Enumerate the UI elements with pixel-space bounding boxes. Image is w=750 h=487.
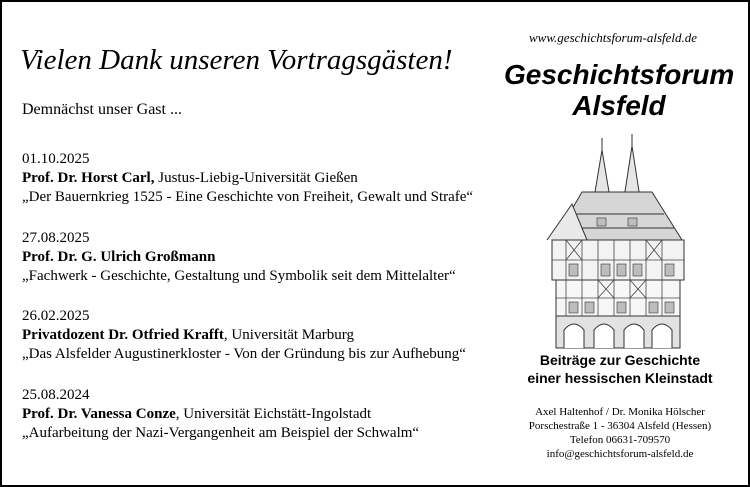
- tagline-line2: einer hessischen Kleinstadt: [527, 370, 713, 386]
- event-speaker: Prof. Dr. Vanessa Conze: [22, 406, 176, 422]
- contact-email[interactable]: info@geschichtsforum-alsfeld.de: [546, 448, 694, 460]
- event-date: 27.08.2025: [22, 230, 90, 246]
- headline: Vielen Dank unseren Vortragsgästen!: [20, 44, 453, 76]
- event-affiliation: , Universität Marburg: [223, 327, 355, 343]
- event-speaker-line: [22, 405, 419, 424]
- event-title: „Fachwerk - Geschichte, Gestaltung und Symbolik seit dem Mittelalter“: [22, 268, 456, 284]
- event-title: „Aufarbeitung der Nazi-Vergangenheit am Beispiel der Schwalm“: [22, 425, 420, 441]
- event-speaker: Prof. Dr. Horst Carl,: [22, 170, 155, 186]
- contact-address: Porschestraße 1 - 36304 Alsfeld (Hessen): [528, 420, 712, 432]
- event-speaker-line: [22, 326, 466, 345]
- event-speaker: Privatdozent Dr. Otfried Krafft: [22, 327, 224, 343]
- event-speaker: Prof. Dr. G. Ulrich Großmann: [22, 249, 216, 265]
- contact-phone: Telefon 06631-709570: [569, 434, 671, 446]
- half-timbered-town-hall-icon: [542, 130, 692, 350]
- brand-name-line1: Geschichtsforum: [504, 59, 735, 90]
- contact-block: [507, 405, 733, 461]
- subheadline: Demnächst unser Gast ...: [22, 101, 182, 118]
- brand-name-line2: Alsfeld: [572, 90, 666, 121]
- event-item: [22, 307, 466, 364]
- brand-tagline: [507, 351, 733, 387]
- event-date: 26.02.2025: [22, 308, 90, 324]
- event-item: [22, 386, 419, 443]
- event-item: [22, 229, 456, 286]
- event-title: „Das Alsfelder Augustinerkloster - Von der Gründung bis zur Aufhebung“: [22, 346, 466, 362]
- event-affiliation: , Universität Eichstätt-Ingolstadt: [175, 406, 372, 422]
- event-speaker-line: [22, 169, 473, 188]
- event-date: 25.08.2024: [22, 387, 90, 403]
- contact-names: Axel Haltenhof / Dr. Monika Hölscher: [535, 406, 705, 418]
- tagline-line1: Beiträge zur Geschichte: [539, 352, 701, 368]
- event-speaker-line: [22, 248, 456, 267]
- event-item: [22, 150, 473, 207]
- event-date: 01.10.2025: [22, 151, 90, 167]
- event-affiliation: Justus-Liebig-Universität Gießen: [154, 170, 358, 186]
- brand-name: [504, 59, 734, 121]
- website-url[interactable]: www.geschichtsforum-alsfeld.de: [529, 30, 698, 45]
- event-title: „Der Bauernkrieg 1525 - Eine Geschichte von Freiheit, Gewalt und Strafe“: [22, 189, 474, 205]
